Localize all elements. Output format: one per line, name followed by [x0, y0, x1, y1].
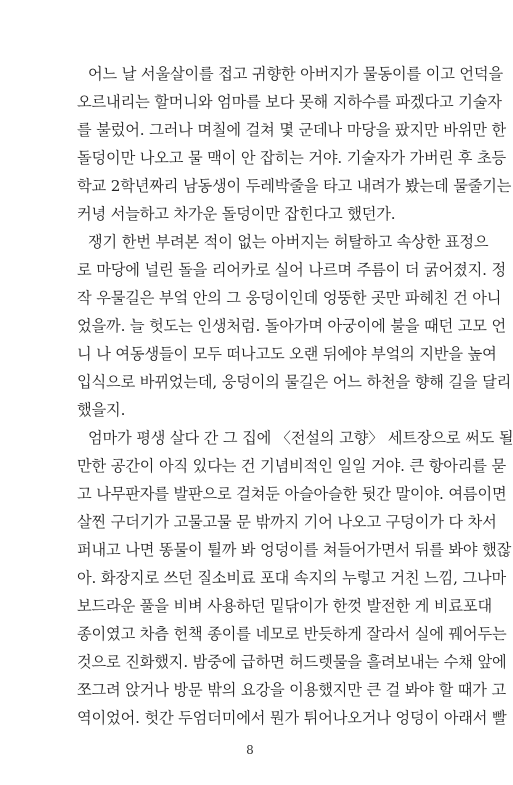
- text-line: 퍼내고 나면 똥물이 튈까 봐 엉덩이를 쳐들어가면서 뒤를 봐야 했잖: [77, 541, 512, 559]
- text-line: 어느 날 서울살이를 접고 귀향한 아버지가 물동이를 이고 언덕을: [88, 65, 503, 83]
- text-line: 종이였고 차츰 헌책 종이를 네모로 반듯하게 잘라서 실에 꿰어두는: [77, 625, 507, 643]
- text-line: 역이었어. 헛간 두엄더미에서 뭔가 튀어나오거나 엉덩이 아래서 빨: [77, 709, 507, 727]
- text-line: 로 마당에 널린 돌을 리어카로 실어 나르며 주름이 더 굵어졌지. 정: [77, 261, 507, 279]
- text-line: 엄마가 평생 살다 간 그 집에 〈전설의 고향〉 세트장으로 써도 될: [88, 429, 513, 447]
- text-line: 했을지.: [77, 401, 126, 419]
- text-line: 쟁기 한번 부려본 적이 없는 아버지는 허탈하고 속상한 표정으: [88, 233, 489, 251]
- text-line: 오르내리는 할머니와 엄마를 보다 못해 지하수를 파겠다고 기술자: [77, 93, 502, 111]
- text-line: 만한 공간이 아직 있다는 건 기념비적인 일일 거야. 큰 항아리를 묻: [77, 457, 507, 475]
- text-line: 입식으로 바뀌었는데, 웅덩이의 물길은 어느 하천을 향해 길을 달리: [77, 373, 512, 391]
- text-line: 커녕 서늘하고 차가운 돌덩이만 잡힌다고 했던가.: [77, 205, 396, 223]
- text-line: 작 우물길은 부엌 안의 그 웅덩이인데 엉뚱한 곳만 파헤친 건 아니: [77, 289, 502, 307]
- text-line: 었을까. 늘 헛도는 인생처럼. 돌아가며 아궁이에 불을 때던 고모 언: [77, 317, 507, 335]
- text-line: 살찐 구더기가 고물고물 문 밖까지 기어 나오고 구덩이가 다 차서: [77, 513, 497, 531]
- text-line: 아. 화장지로 쓰던 질소비료 포대 속지의 누렇고 거친 느낌, 그나마: [77, 569, 507, 587]
- text-line: 것으로 진화했지. 밤중에 급하면 허드렛물을 흘려보내는 수채 앞에: [77, 653, 507, 671]
- text-line: 학교 2학년짜리 남동생이 두레박줄을 타고 내려가 봤는데 물줄기는: [77, 177, 512, 195]
- page-number: 8: [246, 743, 254, 757]
- text-line: 고 나무판자를 발판으로 걸쳐둔 아슬아슬한 뒷간 말이야. 여름이면: [77, 485, 507, 503]
- text-line: 를 불렀어. 그러나 며칠에 걸쳐 몇 군데나 마당을 팠지만 바위만 한: [77, 121, 507, 139]
- text-line: 니 나 여동생들이 모두 떠나고도 오랜 뒤에야 부엌의 지반을 높여: [77, 345, 497, 363]
- text-line: 보드라운 풀을 비벼 사용하던 밑닦이가 한껏 발전한 게 비료포대: [77, 597, 492, 615]
- text-line: 쪼그려 앉거나 방문 밖의 요강을 이용했지만 큰 걸 봐야 할 때가 고: [77, 681, 507, 699]
- text-line: 돌덩이만 나오고 물 맥이 안 잡히는 거야. 기술자가 가버린 후 초등: [77, 149, 507, 167]
